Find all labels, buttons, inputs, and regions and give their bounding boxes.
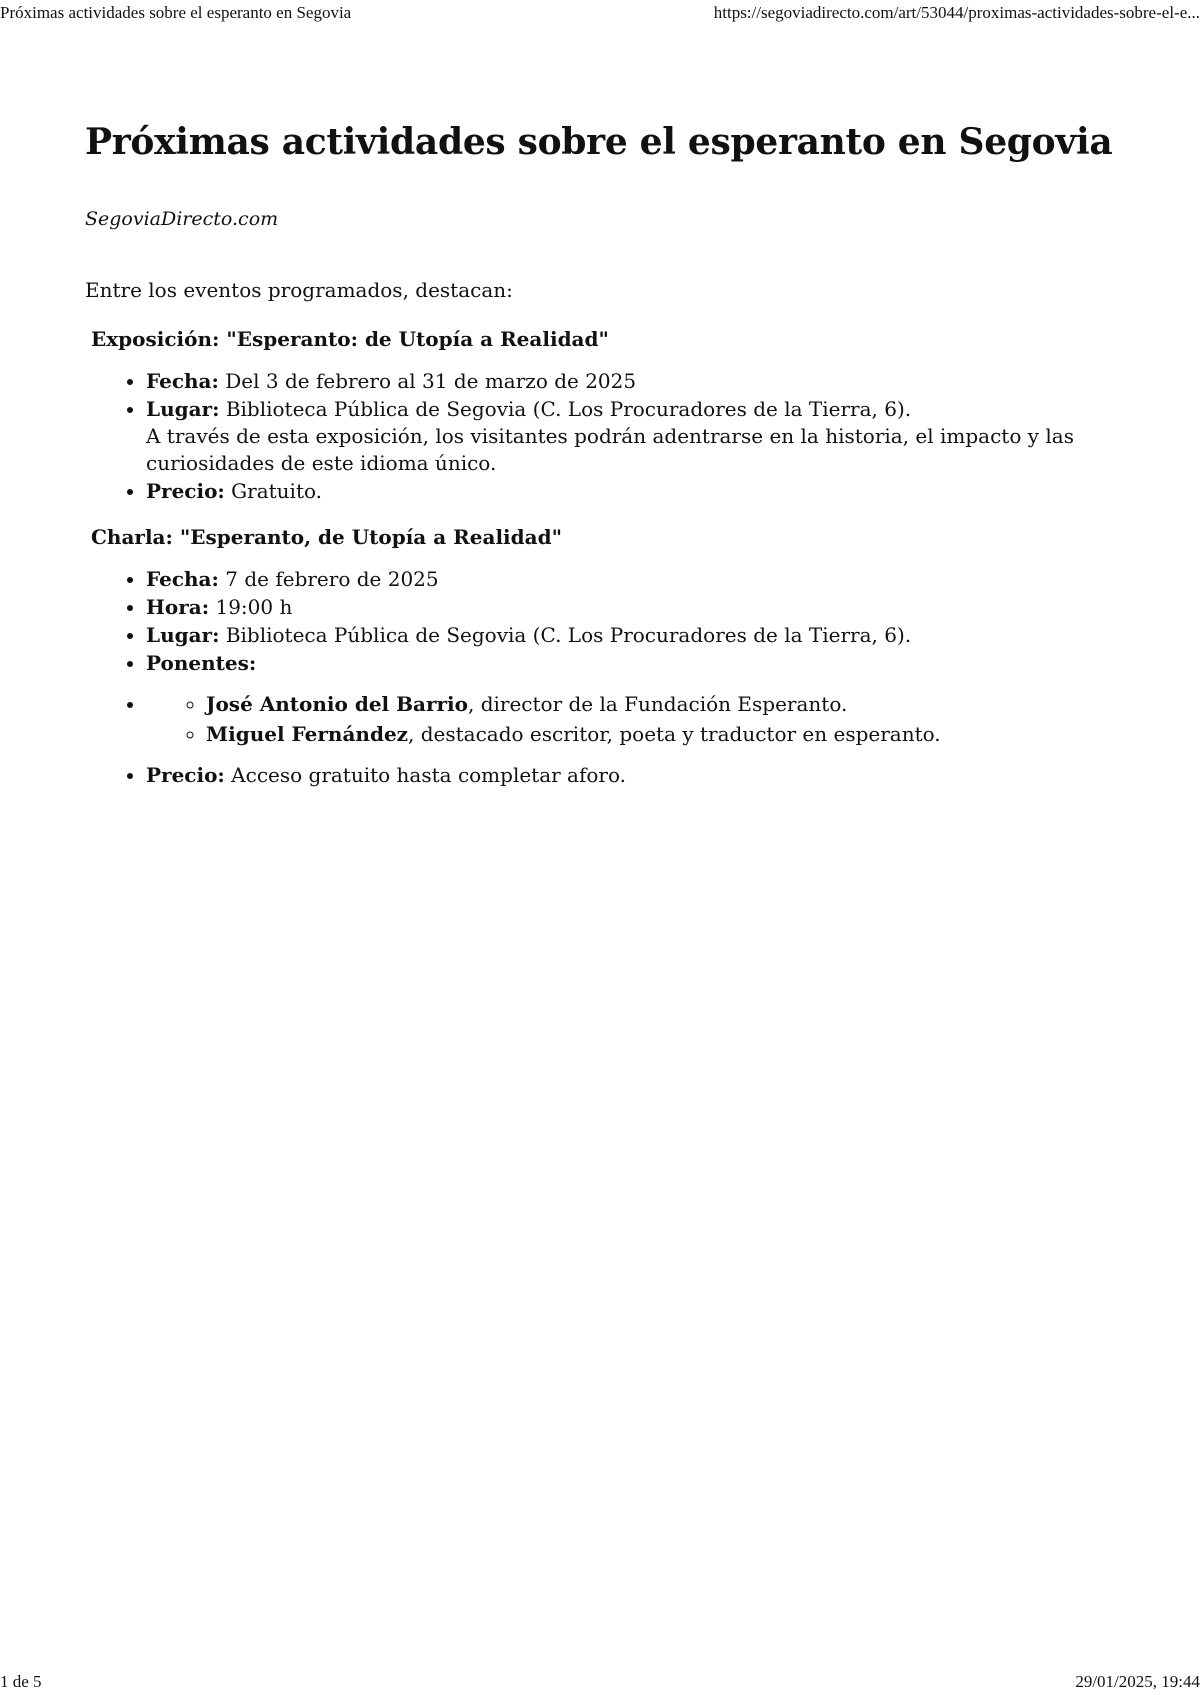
speaker-item xyxy=(206,719,1125,749)
item-label: Precio: xyxy=(146,479,225,503)
item-value: Del 3 de febrero al 31 de marzo de 2025 xyxy=(218,369,637,393)
item-value: Acceso gratuito hasta completar aforo. xyxy=(224,763,627,787)
exhibition-note: A través de esta exposición, los visitantes podrán adentrarse en la historia, el impacto y las curiosidades de este idioma único. xyxy=(146,424,1074,475)
list-item xyxy=(146,395,1125,477)
intro-text: Entre los eventos programados, destacan: xyxy=(85,278,513,302)
item-label: Ponentes: xyxy=(146,651,257,675)
list-item xyxy=(146,367,1125,395)
item-label: Lugar: xyxy=(146,397,220,421)
exhibition-heading: Exposición: "Esperanto: de Utopía a Realidad" xyxy=(91,327,609,351)
article-source: SegoviaDirecto.com xyxy=(85,208,279,230)
article-title: Próximas actividades sobre el esperanto en Segovia xyxy=(85,121,1113,163)
print-footer xyxy=(0,1672,1200,1692)
item-value: Biblioteca Pública de Segovia (C. Los Procuradores de la Tierra, 6). xyxy=(219,397,912,421)
list-item xyxy=(146,565,1125,593)
item-label: Precio: xyxy=(146,763,225,787)
speaker-role: , destacado escritor, poeta y traductor en esperanto. xyxy=(408,722,941,746)
speaker-name: Miguel Fernández xyxy=(206,722,409,746)
item-label: Hora: xyxy=(146,595,210,619)
speaker-item xyxy=(206,689,1125,719)
list-item xyxy=(146,593,1125,621)
list-item xyxy=(146,649,1125,677)
item-label: Fecha: xyxy=(146,369,219,393)
item-label: Lugar: xyxy=(146,623,220,647)
page-count: 1 de 5 xyxy=(0,1672,42,1691)
item-value: Gratuito. xyxy=(224,479,323,503)
print-header xyxy=(0,3,1200,23)
item-value: 19:00 h xyxy=(209,595,293,619)
list-item xyxy=(146,761,1125,789)
article xyxy=(85,118,1125,789)
item-value: 7 de febrero de 2025 xyxy=(218,567,439,591)
speakers-list xyxy=(146,689,1125,749)
print-header-url[interactable]: https://segoviadirecto.com/art/53044/proximas-actividades-sobre-el-e... xyxy=(713,3,1200,22)
list-item xyxy=(146,477,1125,505)
print-datetime: 29/01/2025, 19:44 xyxy=(1075,1672,1200,1691)
speaker-role: , director de la Fundación Esperanto. xyxy=(467,692,848,716)
list-item xyxy=(146,621,1125,649)
exhibition-details xyxy=(85,367,1125,505)
talk-details xyxy=(85,565,1125,789)
item-label: Fecha: xyxy=(146,567,219,591)
list-item xyxy=(146,689,1125,749)
item-value: Biblioteca Pública de Segovia (C. Los Procuradores de la Tierra, 6). xyxy=(219,623,912,647)
talk-heading: Charla: "Esperanto, de Utopía a Realidad" xyxy=(91,525,562,549)
print-header-title: Próximas actividades sobre el esperanto en Segovia xyxy=(0,3,352,22)
speaker-name: José Antonio del Barrio xyxy=(206,692,468,716)
